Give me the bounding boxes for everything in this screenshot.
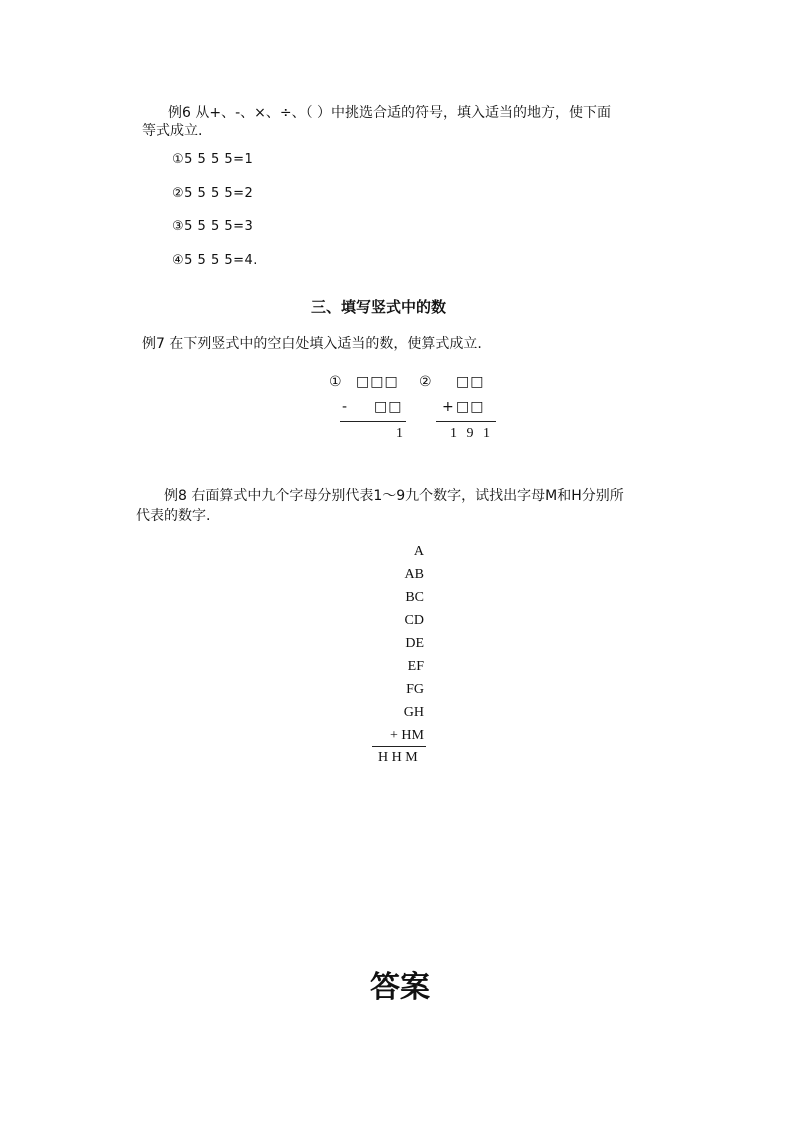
example8-line1: 例8 右面算式中九个字母分别代表1～9九个数字，试找出字母M和H分别所: [164, 488, 624, 504]
problem2-marker: ②: [419, 374, 433, 390]
section-title: 三、填写竖式中的数: [311, 298, 447, 316]
example7-text: 例7 在下列竖式中的空白处填入适当的数，使算式成立.: [142, 336, 482, 352]
equation-3: ③5 5 5 5=3: [172, 219, 254, 234]
example6-line1: 例6 从+、-、×、÷、（ ）中挑选合适的符号，填入适当的地方，使下面: [168, 105, 612, 121]
problem2-top: □□: [456, 374, 485, 390]
problem2-op: +: [442, 399, 455, 415]
addend-row: BC: [405, 590, 424, 605]
addend-row: A: [413, 544, 424, 559]
addend-row: DE: [405, 636, 424, 651]
addend-row-last: + HM: [390, 728, 424, 743]
addend-row: CD: [404, 613, 424, 628]
problem2-bottom: □□: [456, 399, 485, 415]
problem1-top: □□□: [356, 374, 399, 390]
addend-row: EF: [407, 659, 424, 674]
addend-row: AB: [404, 567, 424, 582]
addend-row: FG: [406, 682, 424, 697]
problem2-result: 1 9 1: [450, 426, 493, 441]
equation-4: ④5 5 5 5=4.: [172, 253, 258, 268]
equation-2: ②5 5 5 5=2: [172, 186, 254, 201]
addend-row: GH: [403, 705, 424, 720]
sum-line: [372, 746, 426, 747]
problem1-marker: ①: [329, 374, 343, 390]
example6-line2: 等式成立.: [142, 123, 203, 139]
problem1-result: 1: [396, 426, 403, 441]
example8-line2: 代表的数字.: [136, 508, 211, 524]
problem2-line: [436, 421, 496, 422]
problem1-line: [340, 421, 406, 422]
sum-result: H H M: [378, 750, 418, 765]
letter-addition-column: [360, 540, 424, 747]
answer-heading: 答案: [370, 970, 430, 1005]
problem1-bottom: □□: [374, 399, 403, 415]
equation-1: ①5 5 5 5=1: [172, 152, 254, 167]
problem1-op: -: [342, 399, 349, 415]
